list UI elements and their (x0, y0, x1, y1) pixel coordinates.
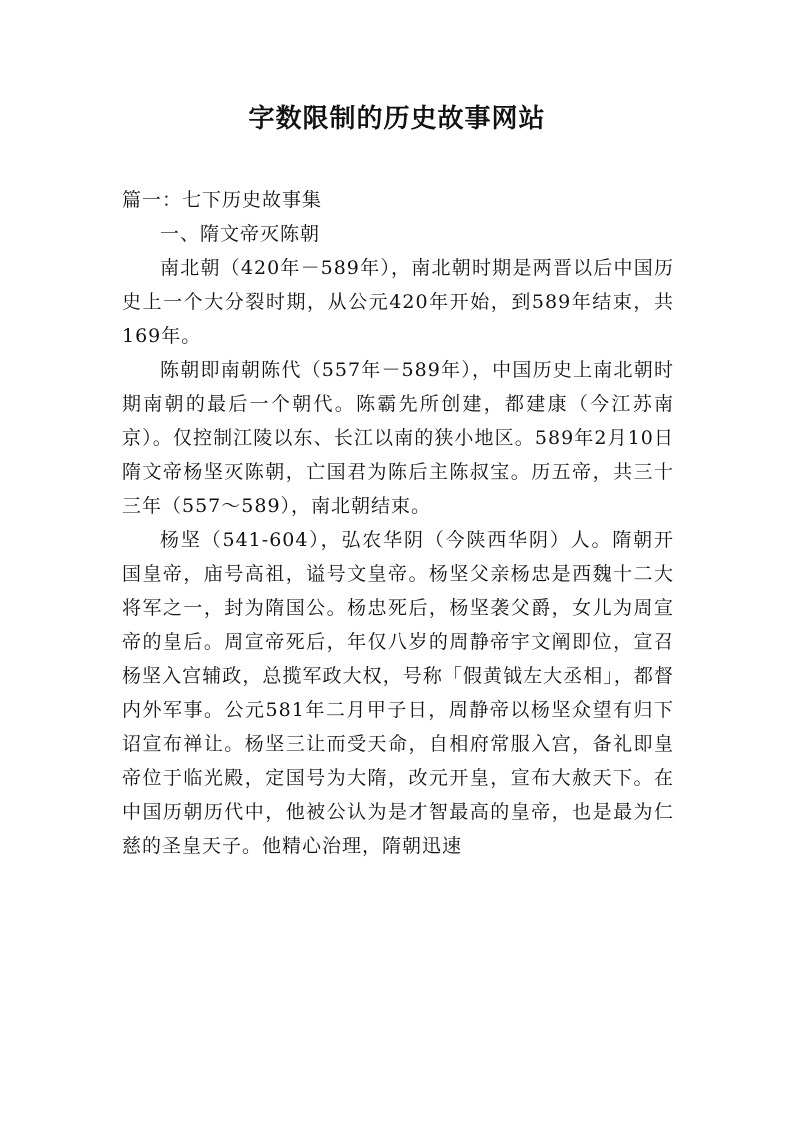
section-heading: 篇一：七下历史故事集 (122, 189, 323, 211)
document-body (122, 183, 674, 863)
paragraph-southern-northern-dynasties: 南北朝（420年－589年），南北朝时期是两晋以后中国历史上一个大分裂时期，从公元420年开始，到589年结束，共169年。 (122, 257, 674, 347)
paragraph-yang-jian: 杨坚（541-604），弘农华阴（今陕西华阴）人。隋朝开国皇帝，庙号高祖，谥号文皇帝。杨坚父亲杨忠是西魏十二大将军之一，封为隋国公。杨忠死后，杨坚袭父爵，女儿为周宣帝的皇后。周宣帝死后，年仅八岁的周静帝宇文阐即位，宣召杨坚入宫辅政，总揽军政大权，号称「假黄钺左大丞相」，都督内外军事。公元581年二月甲子日，周静帝以杨坚众望有归下诏宣布禅让。杨坚三让而受天命，自相府常服入宫，备礼即皇帝位于临光殿，定国号为大隋，改元开皇，宣布大赦天下。在中国历朝历代中，他被公认为是才智最高的皇帝，也是最为仁慈的圣皇天子。他精心治理，隋朝迅速 (122, 529, 674, 857)
document-title: 字数限制的历史故事网站 (248, 104, 546, 134)
story-subheading: 一、隋文帝灭陈朝 (160, 223, 321, 245)
paragraph-chen-dynasty: 陈朝即南朝陈代（557年－589年），中国历史上南北朝时期南朝的最后一个朝代。陈霸先所创建，都建康（今江苏南京）。仅控制江陵以东、长江以南的狭小地区。589年2月10日 隋文帝杨坚灭陈朝，亡国君为陈后主陈叔宝。历五帝，共三十三年（557～589），南北朝结束。 (122, 359, 674, 517)
